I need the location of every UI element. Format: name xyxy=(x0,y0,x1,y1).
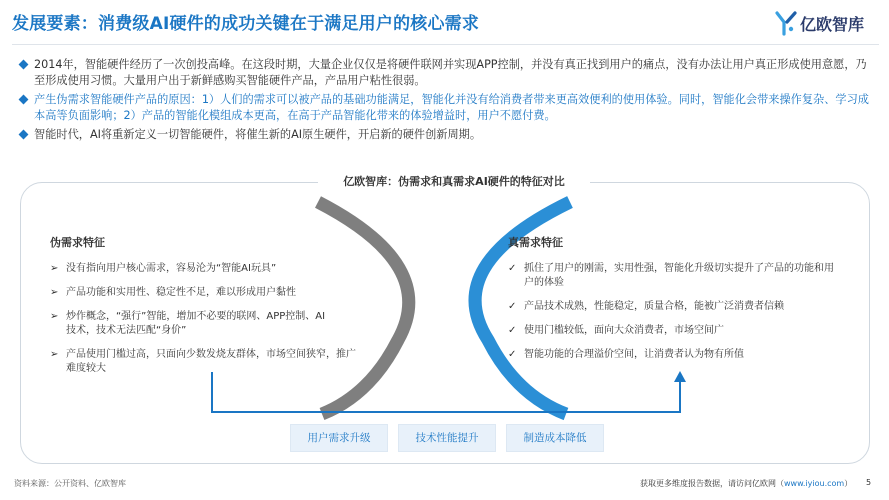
left-column-title: 伪需求特征 xyxy=(50,236,105,249)
list-item: ✓ 产品技术成熟，性能稳定，质量合格，能被广泛消费者信赖 xyxy=(508,301,784,312)
check-bullet-icon: ✓ xyxy=(508,349,517,360)
list-item: ✓ 抓住了用户的刚需，实用性强，智能化升级切实提升了产品的功能和用户的体验 xyxy=(508,263,834,288)
real-demand-list xyxy=(508,262,838,372)
list-item: ➢ 炒作概念，“强行”智能，增加不必要的联网、APP控制、AI技术，技术无法匹配“身价” xyxy=(50,311,326,336)
arrow-head-icon xyxy=(674,371,686,382)
list-item: ✓ 智能功能的合理溢价空间，让消费者认为物有所值 xyxy=(508,349,744,360)
bullet-text: 智能时代，AI将重新定义一切智能硬件，将催生新的AI原生硬件，开启新的硬件创新周期。 xyxy=(34,128,482,141)
footer-more-info: 获取更多维度报告数据，请访问亿欧网（www.iyiou.com） xyxy=(640,479,853,488)
list-item: ➢ 产品使用门槛过高，只面向少数发烧友群体，市场空间狭窄，推广难度较大 xyxy=(50,349,356,374)
bullet-text: 产生伪需求智能硬件产品的原因：1）人们的需求可以被产品的基础功能满足，智能化并没有给消费者带来更高效便利的使用体验。同时，智能化会带来操作复杂、学习成本高等负面影响；2）产品的智能化模组成本更高，在高于产品智能化带来的体验增益时，用户不愿付费。 xyxy=(34,93,869,122)
source-note: 资料来源：公开资料、亿欧智库 xyxy=(14,479,126,488)
check-bullet-icon: ✓ xyxy=(508,325,517,336)
fake-demand-list xyxy=(50,262,380,386)
check-bullet-icon: ✓ xyxy=(508,301,517,312)
arrow-bullet-icon: ➢ xyxy=(50,311,59,322)
check-bullet-icon: ✓ xyxy=(508,263,517,274)
list-item: ➢ 没有指向用户核心需求，容易沦为“智能AI玩具” xyxy=(50,263,277,274)
arrow-bullet-icon: ➢ xyxy=(50,287,59,298)
arrow-bullet-icon: ➢ xyxy=(50,263,59,274)
tag-cost-reduction: 制造成本降低 xyxy=(506,424,604,452)
bullet-text: 2014年，智能硬件经历了一次创投高峰。在这段时期，大量企业仅仅是将硬件联网并实现APP控制，并没有真正找到用户的痛点，没有办法让用户真正形成使用意愿，乃至形成使用习惯。大量用户出于新鲜感购买智能硬件产品，产品用户粘性很弱。 xyxy=(34,58,867,87)
panel-title: 亿欧智库：伪需求和真需求AI硬件的特征对比 xyxy=(318,173,590,189)
logo-text: 亿欧智库 xyxy=(800,14,865,34)
tag-tech-performance: 技术性能提升 xyxy=(398,424,496,452)
arrow-bullet-icon: ➢ xyxy=(50,349,59,360)
website-link[interactable]: www.iyiou.com xyxy=(784,479,845,488)
page-title: 发展要素：消费级AI硬件的成功关键在于满足用户的核心需求 xyxy=(12,14,480,34)
list-item: ✓ 使用门槛较低，面向大众消费者，市场空间广 xyxy=(508,325,724,336)
tag-user-demand: 用户需求升级 xyxy=(290,424,388,452)
list-item: ➢ 产品功能和实用性、稳定性不足，难以形成用户黏性 xyxy=(50,287,296,298)
right-column-title: 真需求特征 xyxy=(508,236,563,249)
page-number: 5 xyxy=(866,478,872,487)
